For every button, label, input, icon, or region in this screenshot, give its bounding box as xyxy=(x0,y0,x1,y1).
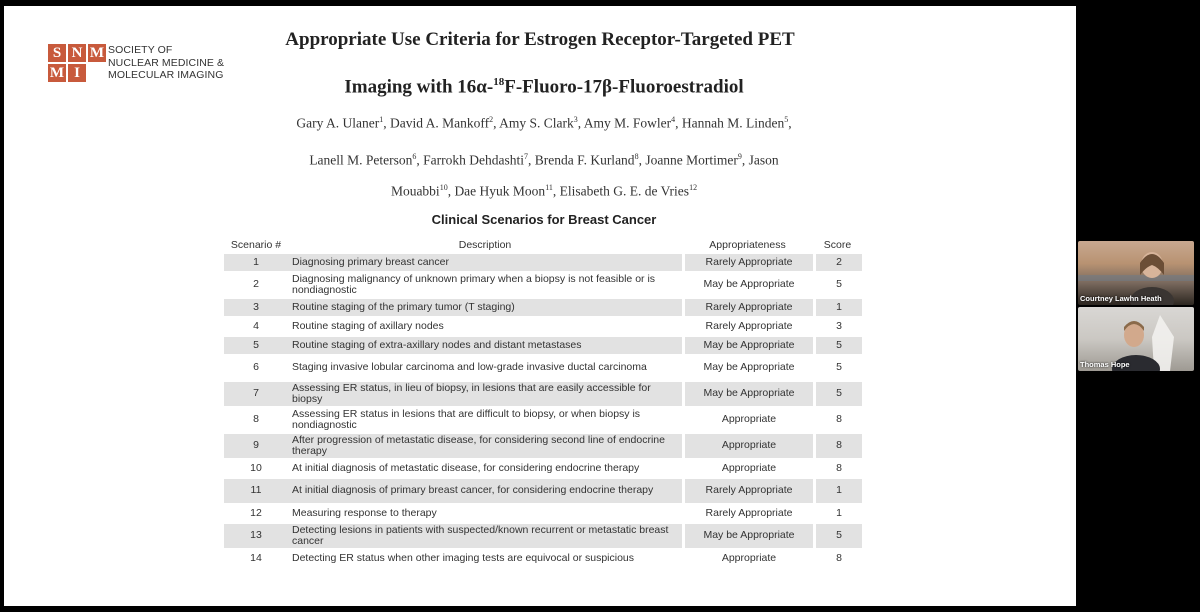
column-header-scenario: Scenario # xyxy=(230,239,282,251)
author-separator: , xyxy=(638,152,646,168)
scenario-number-cell: 10 xyxy=(224,460,288,479)
table-row xyxy=(224,382,862,408)
scenario-number-cell: 3 xyxy=(224,299,288,318)
shared-slide xyxy=(4,6,1076,606)
table-header-row xyxy=(224,236,862,254)
column-header-description: Description xyxy=(458,239,512,251)
author-affiliation: 5 xyxy=(784,115,789,124)
score-cell: 1 xyxy=(813,479,862,505)
logo-letter: M xyxy=(49,65,65,81)
description-cell: Staging invasive lobular carcinoma and low-grade invasive ductal carcinoma xyxy=(288,356,682,382)
author-name: David A. Mankoff xyxy=(389,115,490,131)
table-row xyxy=(224,254,862,273)
description-cell: Routine staging of extra-axillary nodes and distant metastases xyxy=(288,337,682,356)
score-cell: 5 xyxy=(813,382,862,408)
table-row xyxy=(224,337,862,356)
author-separator: , xyxy=(447,183,455,199)
author-affiliation: 12 xyxy=(689,183,698,192)
score-cell: 8 xyxy=(813,550,862,569)
appropriateness-cell: Appropriate xyxy=(682,460,813,479)
table-row xyxy=(224,479,862,505)
author-name: Amy S. Clark xyxy=(499,115,574,131)
description-cell: Measuring response to therapy xyxy=(288,505,682,524)
score-cell: 8 xyxy=(813,460,862,479)
logo-text-line: MOLECULAR IMAGING xyxy=(108,69,224,81)
logo-letter: N xyxy=(68,44,86,62)
description-cell: Routine staging of axillary nodes xyxy=(288,318,682,337)
scenario-number-cell: 2 xyxy=(224,273,288,299)
logo-letter: S xyxy=(48,44,66,62)
author-affiliation: 4 xyxy=(671,115,676,124)
participant-video-tile[interactable] xyxy=(1078,307,1194,371)
author-name: Hannah M. Linden xyxy=(681,115,785,131)
table-row xyxy=(224,318,862,337)
score-cell: 8 xyxy=(813,408,862,434)
author-name: Lanell M. Peterson xyxy=(309,152,413,168)
scenario-number-cell: 6 xyxy=(224,356,288,382)
score-cell: 1 xyxy=(813,505,862,524)
participant-name: Courtney Lawhn Heath xyxy=(1080,294,1162,303)
description-cell: Diagnosing primary breast cancer xyxy=(288,254,682,273)
appropriateness-cell: Rarely Appropriate xyxy=(682,299,813,318)
author-separator: , xyxy=(577,115,584,131)
appropriateness-cell: May be Appropriate xyxy=(682,382,813,408)
score-cell: 8 xyxy=(813,434,862,460)
scenario-number-cell: 14 xyxy=(224,550,288,569)
author-separator: , xyxy=(383,115,390,131)
score-cell: 5 xyxy=(813,337,862,356)
table-row xyxy=(224,460,862,479)
score-cell: 1 xyxy=(813,299,862,318)
table-body xyxy=(224,254,862,569)
section-heading: Clinical Scenarios for Breast Cancer xyxy=(431,212,657,227)
author-name: Elisabeth G. E. de Vries xyxy=(559,183,690,199)
author-separator: , xyxy=(675,115,682,131)
scenario-number-cell: 8 xyxy=(224,408,288,434)
table-row xyxy=(224,408,862,434)
table-row xyxy=(224,299,862,318)
logo-letter: M xyxy=(89,45,105,61)
appropriateness-cell: May be Appropriate xyxy=(682,337,813,356)
paper-title-line-1: Appropriate Use Criteria for Estrogen Receptor-Targeted PET xyxy=(285,29,795,50)
author-affiliation: 2 xyxy=(489,115,494,124)
author-affiliation: 8 xyxy=(634,152,639,161)
author-separator: , xyxy=(788,115,792,131)
logo-text-line: NUCLEAR MEDICINE & xyxy=(108,56,225,69)
author-affiliation: 10 xyxy=(439,183,448,192)
scenario-number-cell: 5 xyxy=(224,337,288,356)
author-line xyxy=(4,152,1076,169)
author-affiliation: 6 xyxy=(412,152,417,161)
score-cell: 5 xyxy=(813,524,862,550)
appropriateness-cell: Appropriate xyxy=(682,434,813,460)
author-name: Brenda F. Kurland xyxy=(534,152,635,168)
table-row xyxy=(224,273,862,299)
description-cell: Routine staging of the primary tumor (T staging) xyxy=(288,299,682,318)
table-row xyxy=(224,356,862,382)
appropriateness-cell: Rarely Appropriate xyxy=(682,505,813,524)
participant-video-tile[interactable] xyxy=(1078,241,1194,305)
description-cell: Assessing ER status, in lieu of biopsy, in lesions that are easily accessible for biopsy xyxy=(288,382,682,408)
column-header-appropriateness: Appropriateness xyxy=(709,239,786,251)
table-row xyxy=(224,524,862,550)
title-part: Imaging with 16α- xyxy=(344,76,494,98)
description-cell: At initial diagnosis of metastatic disease, for considering endocrine therapy xyxy=(288,460,682,479)
score-cell: 5 xyxy=(813,356,862,382)
author-affiliation: 11 xyxy=(545,183,553,192)
author-affiliation: 1 xyxy=(379,115,384,124)
appropriateness-cell: May be Appropriate xyxy=(682,273,813,299)
column-header-score: Score xyxy=(823,239,852,251)
scenarios-table xyxy=(224,236,862,569)
author-affiliation: 7 xyxy=(524,152,529,161)
appropriateness-cell: Appropriate xyxy=(682,550,813,569)
appropriateness-cell: Rarely Appropriate xyxy=(682,254,813,273)
score-cell: 5 xyxy=(813,273,862,299)
score-cell: 3 xyxy=(813,318,862,337)
logo-text-line: SOCIETY OF xyxy=(108,44,173,56)
title-part: F-Fluoro-17β-Fluoroestradiol xyxy=(504,76,744,98)
score-cell: 2 xyxy=(813,254,862,273)
appropriateness-cell: Appropriate xyxy=(682,408,813,434)
scenario-number-cell: 11 xyxy=(224,479,288,505)
table-row xyxy=(224,550,862,569)
participant-name: Thomas Hope xyxy=(1080,360,1130,369)
author-name: Amy M. Fowler xyxy=(583,115,672,131)
scenario-number-cell: 9 xyxy=(224,434,288,460)
author-name: Joanne Mortimer xyxy=(645,152,738,168)
scenario-number-cell: 1 xyxy=(224,254,288,273)
author-line xyxy=(4,183,1076,200)
author-separator: , xyxy=(493,115,500,131)
author-separator: , Jason xyxy=(741,152,779,168)
description-cell: Detecting lesions in patients with suspected/known recurrent or metastatic breast cancer xyxy=(288,524,682,550)
appropriateness-cell: Rarely Appropriate xyxy=(682,479,813,505)
author-name: Dae Hyuk Moon xyxy=(454,183,546,199)
table-row xyxy=(224,434,862,460)
author-name: Mouabbi xyxy=(390,183,440,199)
title-superscript: 18 xyxy=(493,76,505,88)
description-cell: Detecting ER status when other imaging tests are equivocal or suspicious xyxy=(288,550,682,569)
appropriateness-cell: May be Appropriate xyxy=(682,524,813,550)
description-cell: At initial diagnosis of primary breast cancer, for considering endocrine therapy xyxy=(288,479,682,505)
author-separator: , xyxy=(416,152,424,168)
scenario-number-cell: 4 xyxy=(224,318,288,337)
scenario-number-cell: 7 xyxy=(224,382,288,408)
author-separator: , xyxy=(552,183,560,199)
description-cell: Assessing ER status in lesions that are difficult to biopsy, or when biopsy is nondiagnostic xyxy=(288,408,682,434)
description-cell: After progression of metastatic disease, for considering second line of endocrine therapy xyxy=(288,434,682,460)
scenario-number-cell: 13 xyxy=(224,524,288,550)
author-line xyxy=(4,115,1076,132)
author-separator: , xyxy=(528,152,535,168)
scenario-number-cell: 12 xyxy=(224,505,288,524)
appropriateness-cell: Rarely Appropriate xyxy=(682,318,813,337)
author-name: Farrokh Dehdashti xyxy=(423,152,525,168)
table-row xyxy=(224,505,862,524)
author-name: Gary A. Ulaner xyxy=(296,115,380,131)
author-affiliation: 3 xyxy=(573,115,578,124)
appropriateness-cell: May be Appropriate xyxy=(682,356,813,382)
author-affiliation: 9 xyxy=(737,152,742,161)
logo-letter: I xyxy=(68,64,86,82)
description-cell: Diagnosing malignancy of unknown primary when a biopsy is not feasible or is nondiagnostic xyxy=(288,273,682,299)
paper-title-line-2 xyxy=(4,76,1076,98)
